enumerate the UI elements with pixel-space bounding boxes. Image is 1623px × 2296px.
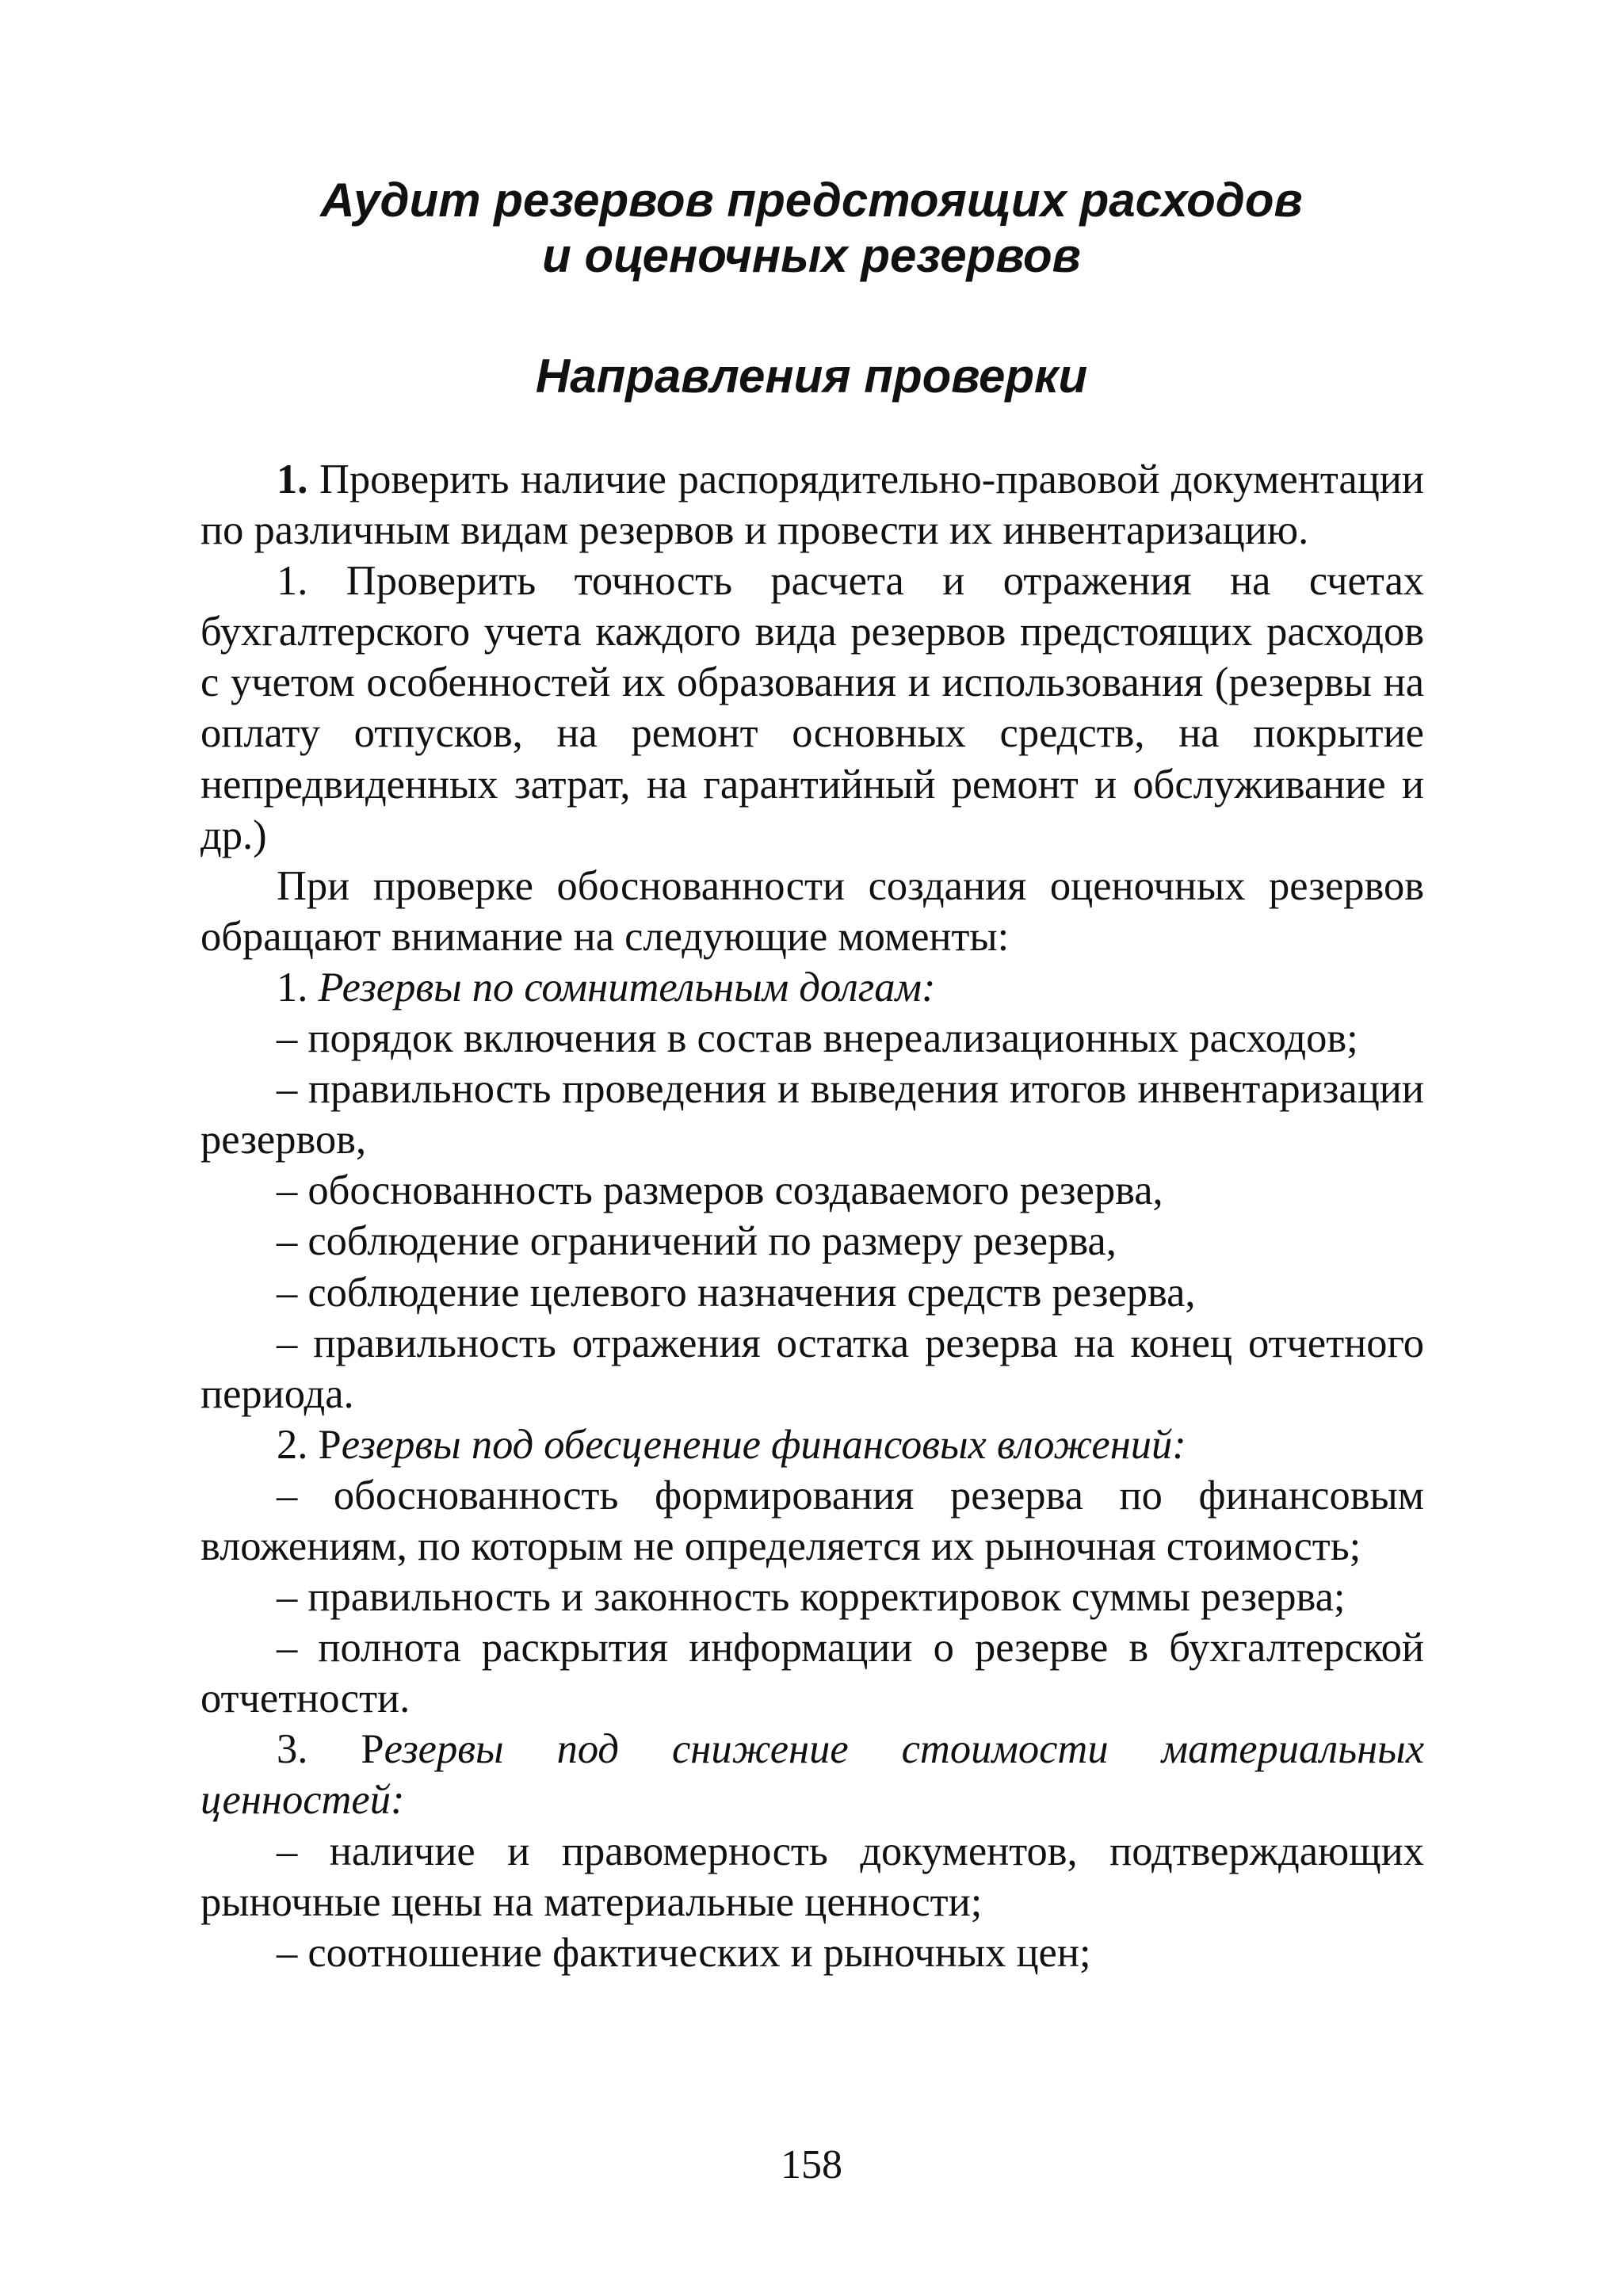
- list-item: – правильность проведения и выведения итогов инвентаризации резервов,: [200, 1066, 1424, 1163]
- list-item: – соотношение фактических и рыночных цен;: [277, 1929, 1091, 1976]
- section-2-title: езервы под обесценение финансовых вложений:: [341, 1421, 1186, 1468]
- section-3-heading: [200, 1724, 1424, 1825]
- page-title-line-2: и оценочных резервов: [542, 229, 1081, 282]
- section-1-title: Резервы по сомнительным долгам:: [318, 964, 936, 1010]
- section-1-heading: [200, 962, 1424, 1013]
- section-3-title: езервы под снижение стоимости материальных ценностей:: [200, 1726, 1424, 1824]
- section-3-number: 3. Р: [277, 1726, 384, 1773]
- list-item: – порядок включения в состав внереализационных расходов;: [277, 1015, 1358, 1062]
- list-item: – соблюдение ограничений по размеру резерва,: [277, 1218, 1117, 1265]
- list-item: – обоснованность формирования резерва по финансовым вложениям, по которым не определяется их рыночная стоимость;: [200, 1472, 1424, 1569]
- list-item: – обоснованность размеров создаваемого резерва,: [277, 1167, 1163, 1214]
- paragraph-1-text: Проверить наличие распорядительно-правовой документации по различным видам резервов и провести их инвентаризацию.: [200, 457, 1424, 554]
- paragraph-1-number: 1.: [277, 457, 308, 502]
- body-text: [200, 454, 1424, 1978]
- list-item: – соблюдение целевого назначения средств резерва,: [277, 1269, 1196, 1316]
- section-subtitle: Направления проверки: [535, 350, 1088, 403]
- paragraph-3: При проверке обоснованности создания оценочных резервов обращают внимание на следующие моменты:: [200, 862, 1424, 960]
- section-1-number: 1.: [277, 964, 319, 1010]
- list-item: – полнота раскрытия информации о резерве в бухгалтерской отчетности.: [200, 1625, 1424, 1722]
- page-number: 158: [781, 2142, 842, 2187]
- section-2-number: 2. Р: [277, 1421, 342, 1468]
- list-item: – наличие и правомерность документов, подтверждающих рыночные цены на материальные ценности;: [200, 1828, 1424, 1925]
- section-2-heading: [200, 1419, 1424, 1470]
- page-title-line-1: Аудит резервов предстоящих расходов: [320, 174, 1303, 227]
- paragraph-2: 1. Проверить точность расчета и отражения на счетах бухгалтерского учета каждого вида резервов предстоящих расходов с учетом особенностей их образования и использования (резервы на оплату отпусков, на ремонт основных средств, на покрытие непредвиденных затрат, на гарантийный ремонт и обслуживание и др.): [200, 558, 1424, 858]
- list-item: – правильность и законность корректировок суммы резерва;: [277, 1574, 1346, 1621]
- list-item: – правильность отражения остатка резерва на конец отчетного периода.: [200, 1320, 1424, 1417]
- paragraph-1: [200, 454, 1424, 556]
